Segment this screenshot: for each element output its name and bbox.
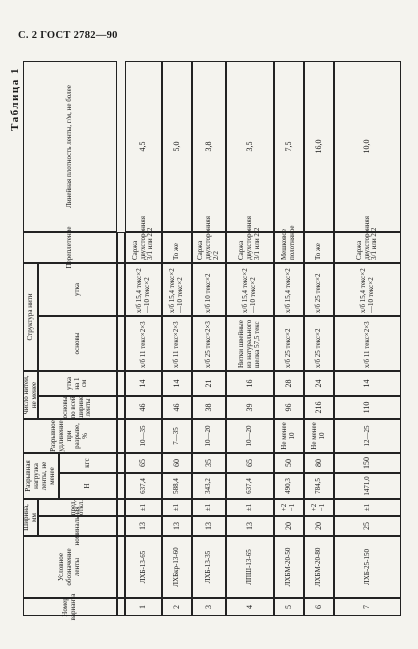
row-weave: Саржа двухсторонняя 3/1 или 2/2 <box>226 232 274 263</box>
column-index-row <box>117 371 125 396</box>
header-force-kgs: кгс <box>59 453 117 473</box>
row-number: 7 <box>334 598 401 616</box>
column-index-row <box>117 453 125 473</box>
header-breaking-force: Разрывная нагрузка ленты, не менее <box>23 453 59 499</box>
row-deviation: +2 −1 <box>304 499 334 516</box>
row-force-n: 490,3 <box>274 473 304 499</box>
row-weave: Саржа двухсторонняя 3/1 или 2/2 <box>125 232 162 263</box>
row-designation: ЛХБ-13-65 <box>125 536 162 598</box>
header-density: Линейная плотность ленты, г/м, не более <box>23 61 117 232</box>
row-elongation: Не менее 10 <box>274 419 304 453</box>
header-designation: Условное обозначение ленты <box>23 536 117 598</box>
row-density: 7,5 <box>274 61 304 232</box>
row-weave: Саржа двухсторонняя 3/1 или 2/2 <box>334 232 401 263</box>
row-number: 2 <box>162 598 192 616</box>
row-force-n: 784,5 <box>304 473 334 499</box>
header-number: Номер варианта <box>23 598 117 616</box>
row-warp-structure: х/б 11 текс×2×3 <box>162 316 192 371</box>
row-weft-count: 16 <box>226 371 274 396</box>
row-elongation: 10—35 <box>125 419 162 453</box>
column-index-row <box>117 316 125 371</box>
row-density: 4,5 <box>125 61 162 232</box>
row-elongation: Не менее 10 <box>304 419 334 453</box>
row-elongation: 12—25 <box>334 419 401 453</box>
header-threads-warp: основы по всей ширине ленты <box>38 396 117 419</box>
row-deviation: ±1 <box>226 499 274 516</box>
row-width: 20 <box>274 516 304 536</box>
header-weave: Переплетение <box>23 232 117 263</box>
row-warp-count: 46 <box>125 396 162 419</box>
row-deviation: ±1 <box>162 499 192 516</box>
row-deviation: ±1 <box>334 499 401 516</box>
row-designation: ЛХБ-13-35 <box>192 536 226 598</box>
row-density: 16,0 <box>304 61 334 232</box>
row-warp-structure: х/б 11 текс×2×3 <box>125 316 162 371</box>
header-structure: Структура нити <box>23 263 38 371</box>
row-number: 6 <box>304 598 334 616</box>
row-warp-structure: Нитки швейные из натурального шелка 57,5 текс <box>226 316 274 371</box>
row-number: 3 <box>192 598 226 616</box>
row-deviation: ±1 <box>192 499 226 516</box>
column-index-row <box>117 536 125 598</box>
row-weft-structure: х/б 25 текс×2 <box>304 263 334 316</box>
column-index-row <box>117 473 125 499</box>
row-force-kgs: 60 <box>162 453 192 473</box>
header-structure-weft: утка <box>38 263 117 316</box>
row-weft-count: 24 <box>304 371 334 396</box>
row-force-kgs: 80 <box>304 453 334 473</box>
row-density: 10,0 <box>334 61 401 232</box>
column-index-row <box>117 232 125 263</box>
row-number: 4 <box>226 598 274 616</box>
row-weave: Мешковое полотняное <box>274 232 304 263</box>
row-elongation: 7—35 <box>162 419 192 453</box>
row-width: 13 <box>192 516 226 536</box>
row-force-n: 343,2 <box>192 473 226 499</box>
header-threads: Число нитей, не менее <box>23 371 38 419</box>
row-width: 20 <box>304 516 334 536</box>
row-elongation: 10—20 <box>192 419 226 453</box>
row-force-kgs: 65 <box>226 453 274 473</box>
row-force-n: 637,4 <box>226 473 274 499</box>
page-header: С. 2 ГОСТ 2782—90 <box>18 30 118 41</box>
row-weft-count: 14 <box>125 371 162 396</box>
row-force-n: 588,4 <box>162 473 192 499</box>
column-index-row <box>117 396 125 419</box>
row-designation: ЛХБ-25-150 <box>334 536 401 598</box>
row-weft-count: 28 <box>274 371 304 396</box>
row-weave: Саржа двухсторонняя 2/2 <box>192 232 226 263</box>
row-warp-count: 46 <box>162 396 192 419</box>
row-weft-structure: х/б 15,4 текс×2—10 текс×2 <box>162 263 192 316</box>
row-force-kgs: 150 <box>334 453 401 473</box>
data-table <box>21 61 401 621</box>
table-caption: Таблица 1 <box>9 67 21 131</box>
row-number: 1 <box>125 598 162 616</box>
row-warp-count: 38 <box>192 396 226 419</box>
row-number: 5 <box>274 598 304 616</box>
row-warp-count: 216 <box>304 396 334 419</box>
column-index-row <box>117 419 125 453</box>
header-elongation: Разрывное удлинение при разрыве, % <box>23 419 117 453</box>
header-width-deviation: пред. откл. <box>38 499 117 516</box>
row-weft-count: 21 <box>192 371 226 396</box>
row-weft-count: 14 <box>162 371 192 396</box>
row-weft-structure: х/б 15,4 текс×2—10 текс×2 <box>334 263 401 316</box>
row-designation: ЛХБкр-13-60 <box>162 536 192 598</box>
row-force-kgs: 35 <box>192 453 226 473</box>
row-warp-count: 39 <box>226 396 274 419</box>
row-warp-structure: х/б 25 текс×2 <box>274 316 304 371</box>
column-index-row <box>117 516 125 536</box>
row-warp-structure: х/б 25 текс×2 <box>304 316 334 371</box>
row-density: 3,5 <box>226 61 274 232</box>
row-weft-structure: х/б 15,4 текс×2—10 текс×2 <box>125 263 162 316</box>
row-designation: ЛХБМ-20-80 <box>304 536 334 598</box>
row-weft-structure: х/б 15,4 текс×2 <box>274 263 304 316</box>
row-warp-structure: х/б 11 текс×2×3 <box>334 316 401 371</box>
row-weave: То же <box>304 232 334 263</box>
row-weft-structure: х/б 10 текс×2 <box>192 263 226 316</box>
row-designation: ЛПШ-13-65 <box>226 536 274 598</box>
row-weft-structure: х/б 15,4 текс×2—10 текс×2 <box>226 263 274 316</box>
row-warp-count: 110 <box>334 396 401 419</box>
column-index-row <box>117 263 125 316</box>
row-warp-count: 96 <box>274 396 304 419</box>
row-deviation: +2 −1 <box>274 499 304 516</box>
header-threads-weft: утка на 1 см <box>38 371 117 396</box>
row-width: 13 <box>162 516 192 536</box>
row-density: 3,8 <box>192 61 226 232</box>
row-designation: ЛХБМ-20-50 <box>274 536 304 598</box>
row-force-n: 637,4 <box>125 473 162 499</box>
column-index-row <box>117 598 125 616</box>
row-force-kgs: 65 <box>125 453 162 473</box>
header-structure-warp: основы <box>38 316 117 371</box>
row-width: 25 <box>334 516 401 536</box>
header-width-nominal: номинальная <box>38 516 117 536</box>
row-width: 13 <box>226 516 274 536</box>
row-force-kgs: 50 <box>274 453 304 473</box>
row-force-n: 1471,0 <box>334 473 401 499</box>
row-weft-count: 14 <box>334 371 401 396</box>
row-weave: То же <box>162 232 192 263</box>
row-warp-structure: х/б 25 текс×2×3 <box>192 316 226 371</box>
header-width: Ширина, мм <box>23 499 38 536</box>
header-force-n: Н <box>59 473 117 499</box>
row-width: 13 <box>125 516 162 536</box>
rotated-table-block <box>9 61 401 621</box>
row-elongation: 10—20 <box>226 419 274 453</box>
row-density: 5,0 <box>162 61 192 232</box>
row-deviation: ±1 <box>125 499 162 516</box>
column-index-row <box>117 499 125 516</box>
